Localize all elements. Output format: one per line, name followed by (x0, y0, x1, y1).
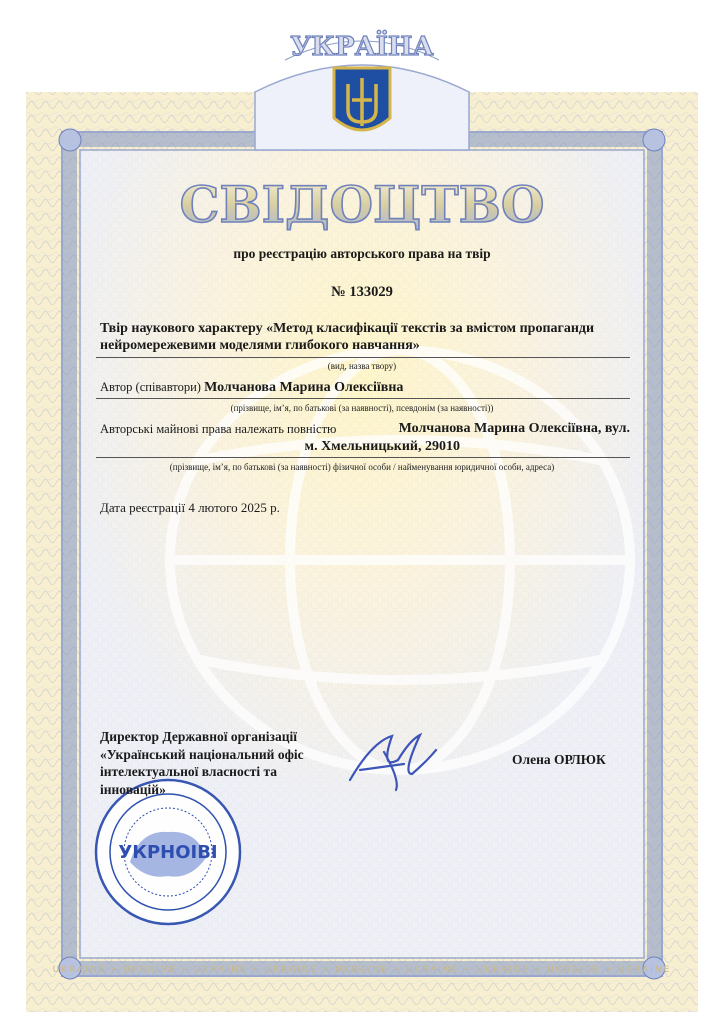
work-caption: (вид, назва твору) (327, 361, 397, 371)
rights-holder-line2: м. Хмельницький, 29010 (304, 439, 460, 454)
certificate-title: СВІДОЦТВО (179, 175, 545, 234)
work-title: Твір наукового характеру «Метод класифікації текстів за вмістом пропаганди нейромережевими моделями глибокого навчання» (100, 321, 595, 353)
seal-text: УКРНОІВІ (118, 842, 218, 863)
registration-date: Дата реєстрації 4 лютого 2025 р. (100, 500, 280, 515)
divider (96, 457, 630, 458)
director-title: Директор Державної організації «Український національний офіс інтелектуальної власності та інновацій» (100, 729, 304, 797)
official-seal (96, 780, 240, 924)
border-ukraine-strip: UKRAINE • UKRAINE • UKRAINE • UKRAINE • UKRAINE • UKRAINE • UKRAINE • UKRAINE • UKRAINE (52, 965, 672, 975)
author-caption: (прізвище, ім’я, по батькові (за наявності), псевдонім (за наявності)) (230, 403, 494, 413)
divider (96, 398, 630, 399)
author-label: Автор (співавтори) (100, 380, 201, 394)
signer-name: Олена ОРЛЮК (512, 752, 606, 767)
certificate-subtitle: про реєстрацію авторського права на твір (233, 246, 491, 261)
divider (96, 357, 630, 358)
author-line (100, 380, 403, 396)
rights-holder-line1: Молчанова Марина Олексіївна, вул. (398, 421, 630, 436)
country-name: УКРАЇНА (290, 32, 434, 62)
rights-label: Авторські майнові права належать повністю (100, 422, 337, 436)
rights-caption: (прізвище, ім’я, по батькові (за наявності) фізичної особи / найменування юридичної особи, адреса) (169, 462, 555, 472)
coat-of-arms-icon (334, 68, 390, 130)
rights-block (100, 420, 630, 456)
certificate-number: № 133029 (331, 284, 393, 300)
author-name: Молчанова Марина Олексіївна (204, 380, 404, 395)
